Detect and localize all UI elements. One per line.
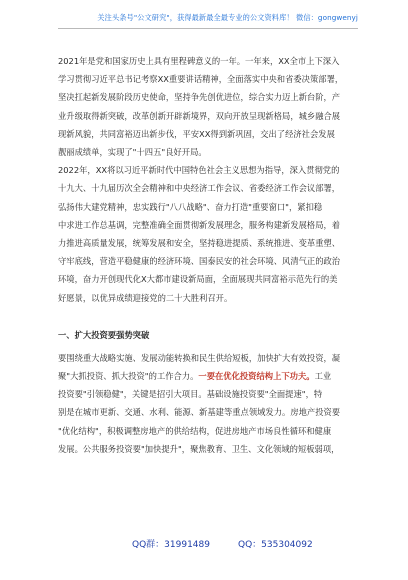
paragraph-3: [58, 349, 358, 458]
text-line: 弘扬伟大建党精神，忠实践行"八八战略"、奋力打造"重要窗口"，紧扣稳: [58, 201, 323, 212]
text-line: 十九大、十九届历次全会精神和中央经济工作会议、省委经济工作会议部署，: [58, 183, 341, 194]
section-heading: 一、扩大投资要强势突破: [58, 329, 150, 340]
text-line: 现新风貌，共同富裕迈出新步伐，平安XX得到新巩固，交出了经济社会发展: [58, 128, 335, 139]
text-line: "优化结构"，积极调整房地产的供给结构，促进房地产市场良性循环和健康: [58, 425, 332, 436]
text-line: 守牢底线，营造平稳健康的经济环境、国泰民安的社会环境、风清气正的政治: [58, 256, 341, 267]
text-line: 中求进工作总基调，完整准确全面贯彻新发展理念，服务构建新发展格局，着: [58, 219, 341, 230]
paragraph-1: [58, 52, 358, 161]
text-line: 别是在城市更新、交通、水利、能源、新基建等重点领域发力。房地产投资要: [58, 407, 341, 418]
text-segment: 工业: [314, 371, 332, 382]
text-line: 环境，奋力开创现代化X大都市建设新局面，全面展现共同富裕示范先行的美: [58, 274, 338, 285]
qq-group-number: QQ群：31991489: [132, 540, 210, 550]
text-line: 发展。公共服务投资要"加快提升"，聚焦教育、卫生、文化领域的短板弱项，: [58, 443, 340, 454]
text-line: 业升级取得新突破，改革创新开辟新境界，双向开放呈现新格局，城乡融合展: [58, 110, 341, 121]
paragraph-2: [58, 161, 358, 307]
header-banner: [58, 8, 358, 29]
text-line: 靓丽成绩单，实现了"十四五"良好开局。: [58, 147, 207, 158]
text-line: 力推进高质量发展，统筹发展和安全，坚持稳进提质、系统推进、变革重塑、: [58, 238, 341, 249]
text-line: 2022年，XX将以习近平新时代中国特色社会主义思想为指导，深入贯彻党的: [58, 165, 340, 176]
text-line: 投资要"引领稳健"，关键是招引大项目。基础设施投资要"全面提速"，特: [58, 389, 323, 400]
text-line: 要围绕重大战略实施、发展动能转换和民生供给短板，加快扩大有效投资，凝: [58, 352, 341, 363]
text-line: 学习贯彻习近平总书记考察XX重要讲话精神，全面落实中央和省委决策部署，: [58, 74, 344, 85]
text-line: 2021年是党和国家历史上具有里程碑意义的一年。一年来，XX全市上下深入: [58, 56, 340, 66]
text-segment: 聚"大抓投资、抓大投资"的工作合力。: [58, 371, 199, 382]
header-banner-text: 关注头条号"公文研究"，获得最新最全最专业的公文资料库！ 微信：gongwenyj: [97, 13, 358, 22]
text-line: 坚决扛起新发展阶段历史使命，坚持争先创优进位，综合实力迈上新台阶，产: [58, 92, 341, 103]
text-line: 好愿景，以优异成绩迎接党的二十大胜利召开。: [58, 292, 233, 303]
qq-number: QQ：535304092: [238, 540, 313, 550]
highlight-text: 一要在优化投资结构上下功夫。: [198, 371, 315, 382]
text-line: [58, 367, 358, 385]
document-body: [58, 52, 358, 458]
